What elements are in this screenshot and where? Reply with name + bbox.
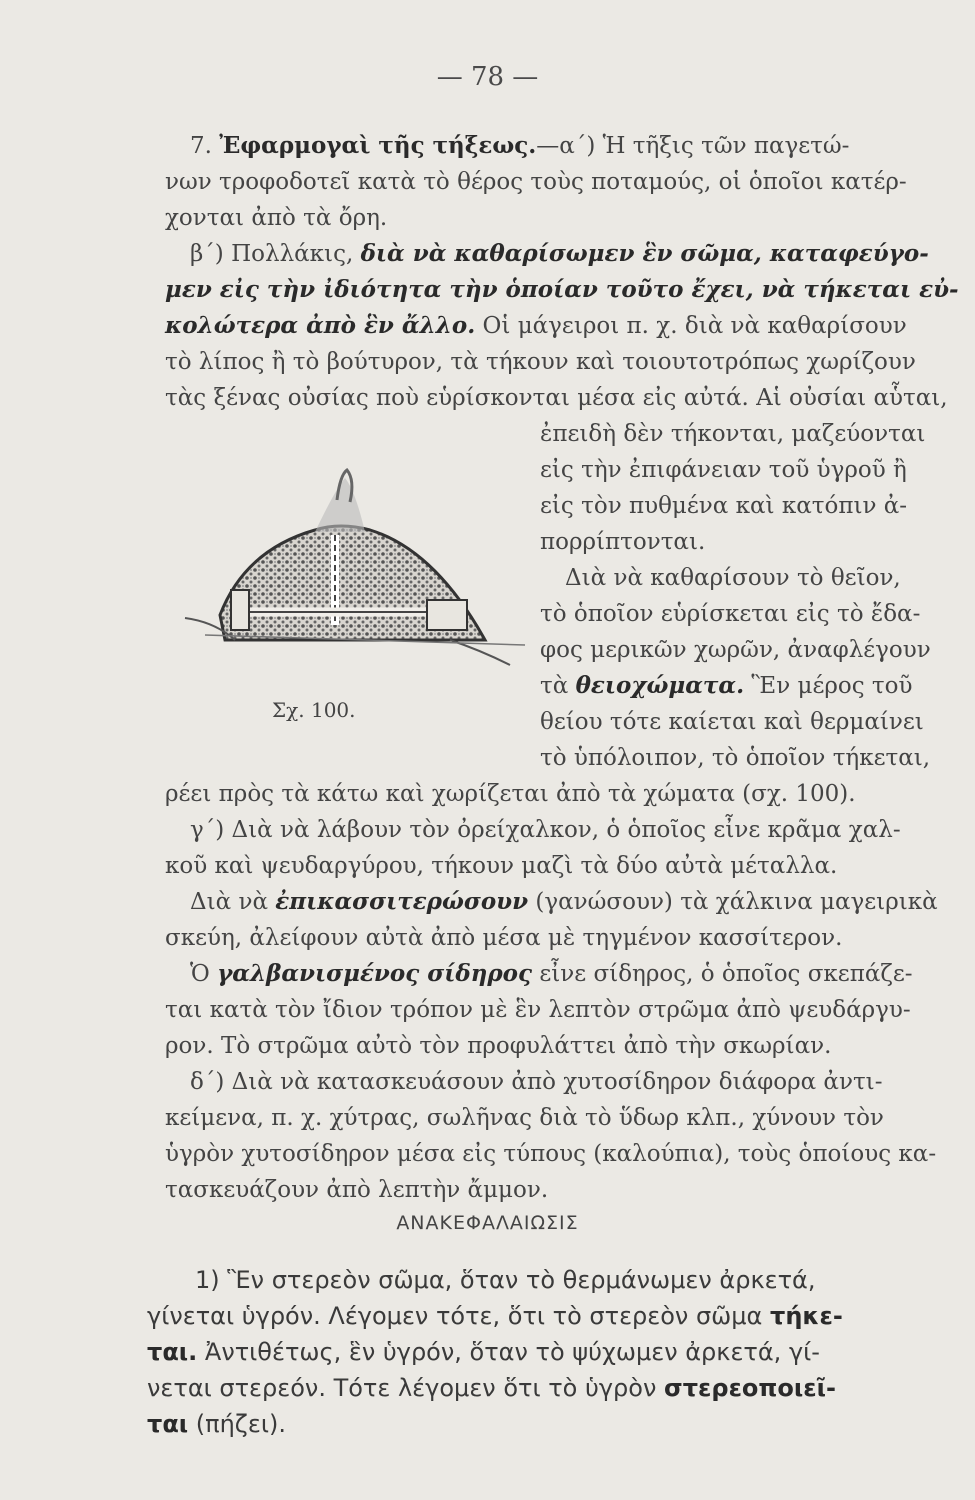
- text-line: ὑγρὸν χυτοσίδηρον μέσα εἰς τύπους (καλούπια), τοὺς ὁποίους κα-: [165, 1141, 937, 1167]
- text-line: εἰς τὸν πυθμένα καὶ κατόπιν ἀ-: [540, 493, 908, 519]
- emphasis-text: κολώτερα ἀπὸ ἓν ἄλλο.: [165, 312, 476, 339]
- text-line: τὸ ὁποῖον εὑρίσκεται εἰς τὸ ἔδα-: [540, 601, 921, 627]
- text-line: τασκευάζουν ἀπὸ λεπτὴν ἄμμον.: [165, 1177, 549, 1203]
- text-line: [147, 1406, 286, 1442]
- heading-bold: Ἐφαρμογαὶ τῆς τήξεως.: [219, 132, 537, 159]
- text-line: Διὰ νὰ καθαρίσουν τὸ θεῖον,: [565, 565, 901, 591]
- text-span: Διὰ νὰ: [190, 889, 276, 915]
- bold-term: στερεοποιεῖ-: [664, 1374, 836, 1402]
- text-line: κείμενα, π. χ. χύτρας, σωλῆνας διὰ τὸ ὕδωρ κλπ., χύνουν τὸν: [165, 1105, 884, 1131]
- text-span: Οἱ μάγειροι π. χ. διὰ νὰ καθαρίσουν: [475, 313, 907, 339]
- text-span: Ἀντιθέτως, ἓν ὑγρόν, ὅταν τὸ ψύχωμεν ἀρκετά, γί-: [197, 1338, 820, 1366]
- text-line: χονται ἀπὸ τὰ ὄρη.: [165, 205, 388, 231]
- emphasis-text: ἐπικασσιτερώσουν: [275, 888, 529, 915]
- text-line: ται κατὰ τὸν ἴδιον τρόπον μὲ ἓν λεπτὸν στρῶμα ἀπὸ ψευδάργυ-: [165, 997, 911, 1023]
- text-span: 7.: [190, 133, 220, 159]
- text-line: θείου τότε καίεται καὶ θερμαίνει: [540, 709, 924, 735]
- text-line: τὰς ξένας οὐσίας ποὺ εὑρίσκονται μέσα εἰς αὐτά. Αἱ οὐσίαι αὗται,: [165, 385, 948, 411]
- emphasis-text: θειοχώματα.: [575, 672, 745, 699]
- text-line: τὸ ὑπόλοιπον, τὸ ὁποῖον τήκεται,: [540, 745, 931, 771]
- text-line: πορρίπτονται.: [540, 529, 706, 555]
- mound-illustration: [165, 440, 545, 700]
- text-line: [165, 308, 907, 344]
- text-span: γίνεται ὑγρόν. Λέγομεν τότε, ὅτι τὸ στερεὸν σῶμα: [147, 1302, 770, 1330]
- text-line: νων τροφοδοτεῖ κατὰ τὸ θέρος τοὺς ποταμούς, οἱ ὁποῖοι κατέρ-: [165, 169, 907, 195]
- text-line: 1) Ἓν στερεὸν σῶμα, ὅταν τὸ θερμάνωμεν ἀρκετά,: [195, 1266, 816, 1294]
- text-line: [540, 668, 912, 704]
- text-line: ρον. Τὸ στρῶμα αὐτὸ τὸν προφυλάττει ἀπὸ τὴν σκωρίαν.: [165, 1033, 832, 1059]
- text-line: [190, 236, 929, 272]
- text-span: (γανώσουν) τὰ χάλκινα μαγειρικὰ: [528, 889, 938, 915]
- bold-term: ται.: [147, 1338, 198, 1366]
- text-line: [190, 956, 913, 992]
- emphasis-text: διὰ νὰ καθαρίσωμεν ἓν σῶμα, καταφεύγο-: [360, 240, 929, 267]
- text-line: γ΄) Διὰ νὰ λάβουν τὸν ὀρείχαλκον, ὁ ὁποῖος εἶνε κρᾶμα χαλ-: [190, 817, 901, 843]
- text-line: σκεύη, ἀλείφουν αὐτὰ ἀπὸ μέσα μὲ τηγμένον κασσίτερον.: [165, 925, 843, 951]
- text-span: νεται στερεόν. Τότε λέγομεν ὅτι τὸ ὑγρὸν: [147, 1374, 665, 1402]
- figure-caption: Σχ. 100.: [272, 698, 356, 722]
- text-line: ρέει πρὸς τὰ κάτω καὶ χωρίζεται ἀπὸ τὰ χώματα (σχ. 100).: [165, 781, 856, 807]
- bold-term: τήκε-: [770, 1302, 843, 1330]
- text-line: [147, 1334, 820, 1370]
- text-span: —α΄) Ἡ τῆξις τῶν παγετώ-: [536, 133, 850, 159]
- bold-term: ται: [147, 1410, 189, 1438]
- text-line: κοῦ καὶ ψευδαργύρου, τήκουν μαζὶ τὰ δύο αὐτὰ μέταλλα.: [165, 853, 838, 879]
- text-span: (πήζει).: [188, 1410, 286, 1438]
- text-span: εἶνε σίδηρος, ὁ ὁποῖος σκεπάζε-: [532, 961, 913, 987]
- emphasis-text: γαλβανισμένος σίδηρος: [217, 960, 533, 987]
- text-span: Ἓν μέρος τοῦ: [744, 673, 913, 699]
- text-line: [147, 1298, 843, 1334]
- text-span: Ὁ: [190, 961, 218, 987]
- page-number: — 78 —: [436, 62, 539, 92]
- paragraph-7-heading: [190, 128, 849, 164]
- text-line: φος μερικῶν χωρῶν, ἀναφλέγουν: [540, 637, 931, 663]
- text-line: δ΄) Διὰ νὰ κατασκευάσουν ἀπὸ χυτοσίδηρον διάφορα ἀντι-: [190, 1069, 883, 1095]
- text-span: τὰ: [540, 673, 576, 699]
- text-line: τὸ λίπος ἢ τὸ βούτυρον, τὰ τήκουν καὶ τοιουτοτρόπως χωρίζουν: [165, 349, 916, 375]
- text-line: εἰς τὴν ἐπιφάνειαν τοῦ ὑγροῦ ἢ: [540, 457, 907, 483]
- text-span: β΄) Πολλάκις,: [190, 241, 361, 267]
- summary-title: ΑΝΑΚΕΦΑΛΑΙΩΣΙΣ: [396, 1212, 579, 1234]
- sulfur-mound-figure: [165, 440, 545, 700]
- text-line: [190, 884, 938, 920]
- emphasis-line: μεν εἰς τὴν ἰδιότητα τὴν ὁποίαν τοῦτο ἔχει, νὰ τήκεται εὐ-: [165, 276, 959, 303]
- text-line: ἐπειδὴ δὲν τήκονται, μαζεύονται: [540, 421, 926, 447]
- text-line: [147, 1370, 836, 1406]
